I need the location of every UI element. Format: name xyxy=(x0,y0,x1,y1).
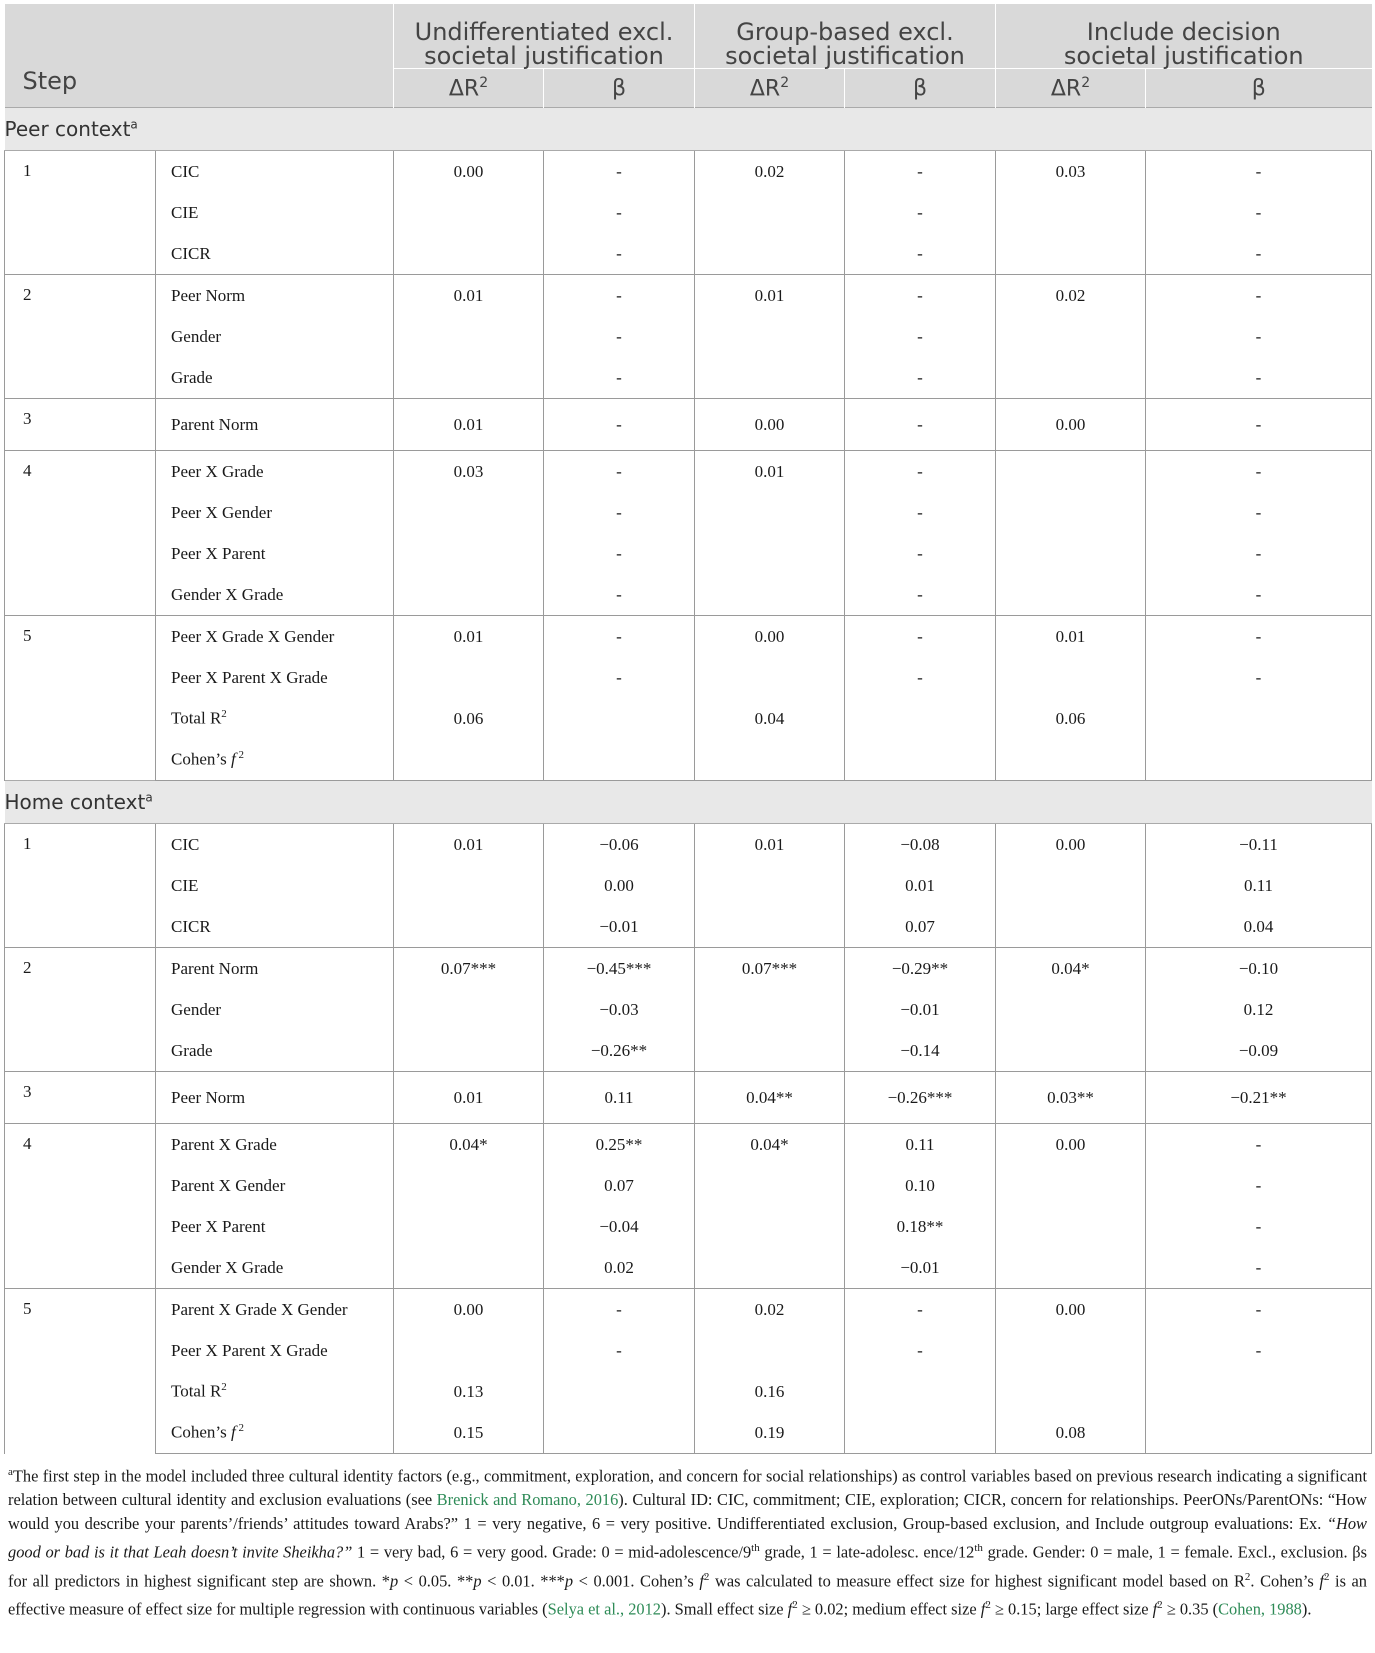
delta-r2-cell: 0.04* xyxy=(394,1124,544,1166)
predictor-label: Gender X Grade xyxy=(156,1247,394,1289)
table-row xyxy=(5,1072,1372,1124)
beta-cell: - xyxy=(845,151,996,193)
delta-r2-cell: 0.01 xyxy=(394,616,544,658)
beta-cell xyxy=(544,698,695,739)
beta-cell: - xyxy=(544,151,695,193)
predictor-label: Peer X Parent X Grade xyxy=(156,657,394,698)
beta-cell: - xyxy=(1146,1330,1372,1371)
beta-cell: - xyxy=(1146,533,1372,574)
delta-r2-cell: 0.00 xyxy=(996,1289,1146,1331)
delta-r2-cell xyxy=(996,906,1146,948)
table-row xyxy=(5,948,1372,990)
group-header-line: Undifferentiated excl. xyxy=(414,18,674,46)
predictor-label: Peer Norm xyxy=(156,275,394,317)
beta-cell xyxy=(544,739,695,781)
delta-r2-cell: 0.04* xyxy=(996,948,1146,990)
delta-r2-cell: 0.04 xyxy=(695,698,845,739)
delta-r2-cell xyxy=(996,533,1146,574)
delta-r2-cell xyxy=(394,192,544,233)
table-row xyxy=(5,192,1372,233)
delta-r2-cell xyxy=(695,865,845,906)
group-header-line: Group-based excl. xyxy=(736,18,954,46)
beta-cell: - xyxy=(1146,275,1372,317)
group-header-line: societal justification xyxy=(725,42,965,70)
step-number: 2 xyxy=(5,948,156,1072)
beta-cell: - xyxy=(1146,492,1372,533)
beta-cell: - xyxy=(544,1289,695,1331)
delta-r2-cell xyxy=(695,739,845,781)
beta-cell: - xyxy=(1146,151,1372,193)
step-column-header: Step xyxy=(22,67,78,95)
delta-r2-cell: 0.08 xyxy=(996,1412,1146,1454)
delta-r2-cell: 0.06 xyxy=(394,698,544,739)
delta-r2-cell: 0.00 xyxy=(996,399,1146,451)
delta-r2-cell: 0.00 xyxy=(695,616,845,658)
beta-cell: - xyxy=(845,399,996,451)
delta-r2-cell: 0.04* xyxy=(695,1124,845,1166)
predictor-label: Peer Norm xyxy=(156,1072,394,1124)
delta-r2-cell: 0.02 xyxy=(695,151,845,193)
table-row xyxy=(5,451,1372,493)
beta-cell: - xyxy=(845,533,996,574)
delta-r2-cell xyxy=(695,1206,845,1247)
delta-r2-cell xyxy=(695,1330,845,1371)
delta-r2-cell xyxy=(996,1330,1146,1371)
beta-cell: - xyxy=(544,399,695,451)
beta-cell: −0.09 xyxy=(1146,1030,1372,1072)
delta-r2-cell xyxy=(394,657,544,698)
beta-cell: - xyxy=(845,275,996,317)
table-row xyxy=(5,357,1372,399)
beta-cell: - xyxy=(1146,616,1372,658)
predictor-label: Grade xyxy=(156,357,394,399)
beta-cell: - xyxy=(845,574,996,616)
beta-cell: - xyxy=(845,1330,996,1371)
beta-cell: - xyxy=(544,233,695,275)
delta-r2-cell xyxy=(996,192,1146,233)
delta-r2-cell: 0.01 xyxy=(394,1072,544,1124)
delta-r2-cell: 0.06 xyxy=(996,698,1146,739)
delta-r2-cell: 0.01 xyxy=(394,275,544,317)
predictor-label: Parent X Gender xyxy=(156,1165,394,1206)
beta-cell: - xyxy=(845,492,996,533)
section-title: Home context$^a$ xyxy=(5,781,1372,824)
beta-cell: - xyxy=(845,192,996,233)
section-row xyxy=(5,781,1372,824)
table-row xyxy=(5,1330,1372,1371)
beta-cell: −0.01 xyxy=(845,989,996,1030)
delta-r2-cell: 0.13 xyxy=(394,1371,544,1412)
beta-cell: - xyxy=(1146,1206,1372,1247)
predictor-label: Total $R^2$ xyxy=(156,698,394,739)
delta-r2-cell xyxy=(695,192,845,233)
delta-r2-cell xyxy=(394,739,544,781)
delta-r2-cell: 0.16 xyxy=(695,1371,845,1412)
table-row xyxy=(5,1165,1372,1206)
table-row xyxy=(5,492,1372,533)
table-row xyxy=(5,989,1372,1030)
table-row xyxy=(5,316,1372,357)
delta-r2-cell: 0.19 xyxy=(695,1412,845,1454)
beta-header: β xyxy=(845,69,996,108)
step-number: 4 xyxy=(5,451,156,616)
beta-cell: −0.29** xyxy=(845,948,996,990)
beta-cell: 0.07 xyxy=(845,906,996,948)
step-number: 3 xyxy=(5,1072,156,1124)
predictor-label: Grade xyxy=(156,1030,394,1072)
beta-cell: - xyxy=(544,616,695,658)
predictor-label: CIC xyxy=(156,824,394,866)
beta-cell xyxy=(1146,698,1372,739)
table-row xyxy=(5,739,1372,781)
delta-r2-cell xyxy=(996,1030,1146,1072)
table-row xyxy=(5,906,1372,948)
beta-cell: −0.26*** xyxy=(845,1072,996,1124)
beta-cell: −0.01 xyxy=(845,1247,996,1289)
beta-cell: −0.03 xyxy=(544,989,695,1030)
beta-cell: 0.00 xyxy=(544,865,695,906)
beta-cell xyxy=(1146,739,1372,781)
delta-r2-cell xyxy=(695,316,845,357)
table-row xyxy=(5,1030,1372,1072)
citation-link[interactable]: Selya et al., 2012 xyxy=(547,1599,661,1619)
delta-r2-cell xyxy=(996,1206,1146,1247)
table-body xyxy=(5,108,1372,1454)
beta-cell: - xyxy=(544,492,695,533)
group-header-include xyxy=(996,4,1372,69)
predictor-label: Peer X Parent xyxy=(156,1206,394,1247)
group-header-line: Include decision xyxy=(1086,18,1281,46)
beta-cell: - xyxy=(1146,1289,1372,1331)
delta-r2-cell xyxy=(695,1030,845,1072)
predictor-label: Parent Norm xyxy=(156,399,394,451)
beta-cell: - xyxy=(845,357,996,399)
delta-r2-cell xyxy=(695,657,845,698)
group-header-line: societal justification xyxy=(424,42,664,70)
table-row xyxy=(5,657,1372,698)
delta-r2-cell xyxy=(695,989,845,1030)
regression-table-figure xyxy=(4,4,1371,1622)
delta-r2-cell xyxy=(996,492,1146,533)
delta-r2-cell: 0.03** xyxy=(996,1072,1146,1124)
delta-r2-cell: 0.01 xyxy=(695,451,845,493)
table-row xyxy=(5,233,1372,275)
step-number: 2 xyxy=(5,275,156,399)
delta-r2-cell: 0.00 xyxy=(996,824,1146,866)
delta-r2-cell: 0.00 xyxy=(695,399,845,451)
section-row xyxy=(5,108,1372,151)
predictor-label: Parent X Grade X Gender xyxy=(156,1289,394,1331)
delta-r2-header: $\Delta R^2$ xyxy=(394,69,544,108)
table-row xyxy=(5,275,1372,317)
step-number: 5 xyxy=(5,616,156,781)
delta-r2-cell xyxy=(394,1206,544,1247)
beta-header: β xyxy=(544,69,695,108)
delta-r2-cell xyxy=(996,739,1146,781)
table-row xyxy=(5,1371,1372,1412)
table-row xyxy=(5,698,1372,739)
beta-cell: - xyxy=(845,657,996,698)
predictor-label: Cohen’s f $^2$ xyxy=(156,739,394,781)
delta-r2-cell: 0.00 xyxy=(394,1289,544,1331)
beta-cell: −0.06 xyxy=(544,824,695,866)
delta-r2-cell xyxy=(394,1030,544,1072)
beta-cell: - xyxy=(544,657,695,698)
beta-cell: - xyxy=(544,275,695,317)
citation-link[interactable]: Cohen, 1988 xyxy=(1218,1599,1302,1619)
delta-r2-cell: 0.02 xyxy=(695,1289,845,1331)
table-row xyxy=(5,399,1372,451)
beta-cell: - xyxy=(845,616,996,658)
step-number: 4 xyxy=(5,1124,156,1289)
delta-r2-cell xyxy=(394,906,544,948)
delta-r2-cell xyxy=(996,989,1146,1030)
beta-cell: 0.12 xyxy=(1146,989,1372,1030)
delta-r2-cell: 0.04** xyxy=(695,1072,845,1124)
delta-r2-cell: 0.00 xyxy=(394,151,544,193)
beta-cell xyxy=(544,1412,695,1454)
delta-r2-cell: 0.00 xyxy=(996,1124,1146,1166)
beta-cell: - xyxy=(1146,657,1372,698)
predictor-label: Gender xyxy=(156,316,394,357)
delta-r2-cell xyxy=(394,357,544,399)
delta-r2-cell xyxy=(394,1330,544,1371)
group-header-line: societal justification xyxy=(1063,42,1304,70)
delta-r2-header: $\Delta R^2$ xyxy=(996,69,1146,108)
beta-cell: −0.21** xyxy=(1146,1072,1372,1124)
predictor-label: Peer X Grade X Gender xyxy=(156,616,394,658)
delta-r2-cell xyxy=(996,316,1146,357)
beta-cell: - xyxy=(544,192,695,233)
beta-cell xyxy=(845,1412,996,1454)
delta-r2-cell: 0.03 xyxy=(394,451,544,493)
beta-cell: 0.11 xyxy=(1146,865,1372,906)
beta-cell: - xyxy=(845,1289,996,1331)
beta-cell xyxy=(1146,1412,1372,1454)
delta-r2-cell xyxy=(394,574,544,616)
delta-r2-cell xyxy=(996,1165,1146,1206)
delta-r2-cell xyxy=(996,1371,1146,1412)
step-number: 3 xyxy=(5,399,156,451)
table-row xyxy=(5,616,1372,658)
beta-cell: - xyxy=(1146,192,1372,233)
delta-r2-cell xyxy=(695,1165,845,1206)
beta-cell: - xyxy=(1146,1247,1372,1289)
beta-header: β xyxy=(1146,69,1372,108)
beta-cell: - xyxy=(845,233,996,275)
delta-r2-cell xyxy=(394,316,544,357)
predictor-label: Cohen’s f $^2$ xyxy=(156,1412,394,1454)
beta-cell: −0.04 xyxy=(544,1206,695,1247)
delta-r2-cell xyxy=(695,906,845,948)
beta-cell: 0.11 xyxy=(544,1072,695,1124)
predictor-label: CIE xyxy=(156,192,394,233)
delta-r2-cell: 0.02 xyxy=(996,275,1146,317)
beta-cell: −0.08 xyxy=(845,824,996,866)
step-number: 5 xyxy=(5,1289,156,1454)
beta-cell: 0.04 xyxy=(1146,906,1372,948)
beta-cell: −0.26** xyxy=(544,1030,695,1072)
delta-r2-cell xyxy=(695,533,845,574)
delta-r2-cell xyxy=(695,574,845,616)
beta-cell xyxy=(845,1371,996,1412)
delta-r2-cell xyxy=(394,1247,544,1289)
table-row xyxy=(5,1247,1372,1289)
predictor-label: Peer X Gender xyxy=(156,492,394,533)
beta-cell: - xyxy=(1146,1165,1372,1206)
beta-cell: 0.01 xyxy=(845,865,996,906)
delta-r2-cell: 0.01 xyxy=(394,824,544,866)
delta-r2-cell: 0.15 xyxy=(394,1412,544,1454)
delta-r2-cell: 0.07*** xyxy=(695,948,845,990)
beta-cell: −0.01 xyxy=(544,906,695,948)
delta-r2-cell xyxy=(394,865,544,906)
beta-cell: - xyxy=(1146,233,1372,275)
beta-cell xyxy=(1146,1371,1372,1412)
predictor-label: CIC xyxy=(156,151,394,193)
step-number: 1 xyxy=(5,151,156,275)
beta-cell: - xyxy=(1146,1124,1372,1166)
predictor-label: Peer X Parent xyxy=(156,533,394,574)
predictor-label: CICR xyxy=(156,906,394,948)
beta-cell: - xyxy=(1146,357,1372,399)
delta-r2-cell xyxy=(695,492,845,533)
table-row xyxy=(5,1124,1372,1166)
citation-link[interactable]: Brenick and Romano, 2016 xyxy=(436,1490,619,1510)
delta-r2-cell: 0.01 xyxy=(695,275,845,317)
delta-r2-cell: 0.01 xyxy=(394,399,544,451)
step-number: 1 xyxy=(5,824,156,948)
delta-r2-cell xyxy=(996,451,1146,493)
beta-cell: 0.02 xyxy=(544,1247,695,1289)
predictor-label: Gender xyxy=(156,989,394,1030)
table-header xyxy=(5,4,1372,108)
group-header-group-based xyxy=(695,4,996,69)
beta-cell: −0.10 xyxy=(1146,948,1372,990)
predictor-label: Peer X Parent X Grade xyxy=(156,1330,394,1371)
delta-r2-cell xyxy=(394,233,544,275)
delta-r2-cell xyxy=(996,1247,1146,1289)
beta-cell: −0.14 xyxy=(845,1030,996,1072)
table-row xyxy=(5,533,1372,574)
regression-table xyxy=(4,4,1372,1454)
beta-cell: - xyxy=(845,451,996,493)
table-row xyxy=(5,574,1372,616)
beta-cell: - xyxy=(544,316,695,357)
delta-r2-cell xyxy=(695,357,845,399)
beta-cell: - xyxy=(544,451,695,493)
group-header-undifferentiated xyxy=(394,4,695,69)
delta-r2-cell xyxy=(996,657,1146,698)
predictor-label: Gender X Grade xyxy=(156,574,394,616)
beta-cell: 0.25** xyxy=(544,1124,695,1166)
delta-r2-cell: 0.07*** xyxy=(394,948,544,990)
delta-r2-cell: 0.01 xyxy=(695,824,845,866)
beta-cell xyxy=(845,739,996,781)
beta-cell: - xyxy=(544,1330,695,1371)
beta-cell: - xyxy=(1146,316,1372,357)
delta-r2-header: $\Delta R^2$ xyxy=(695,69,845,108)
delta-r2-cell xyxy=(996,233,1146,275)
delta-r2-cell xyxy=(394,1165,544,1206)
table-row xyxy=(5,151,1372,193)
beta-cell xyxy=(544,1371,695,1412)
beta-cell: −0.45*** xyxy=(544,948,695,990)
delta-r2-cell xyxy=(695,1247,845,1289)
beta-cell: - xyxy=(544,533,695,574)
beta-cell: 0.10 xyxy=(845,1165,996,1206)
beta-cell: - xyxy=(544,357,695,399)
table-row xyxy=(5,1289,1372,1331)
delta-r2-cell: 0.03 xyxy=(996,151,1146,193)
beta-cell: −0.11 xyxy=(1146,824,1372,866)
beta-cell: 0.07 xyxy=(544,1165,695,1206)
beta-cell: - xyxy=(845,316,996,357)
table-row xyxy=(5,1206,1372,1247)
delta-r2-cell xyxy=(996,865,1146,906)
predictor-label: Parent X Grade xyxy=(156,1124,394,1166)
delta-r2-cell xyxy=(394,533,544,574)
table-row xyxy=(5,865,1372,906)
predictor-label: Parent Norm xyxy=(156,948,394,990)
beta-cell: - xyxy=(1146,451,1372,493)
predictor-label: CICR xyxy=(156,233,394,275)
delta-r2-cell: 0.01 xyxy=(996,616,1146,658)
beta-cell xyxy=(845,698,996,739)
beta-cell: - xyxy=(1146,574,1372,616)
section-title: Peer context$^a$ xyxy=(5,108,1372,151)
delta-r2-cell xyxy=(394,492,544,533)
beta-cell: - xyxy=(1146,399,1372,451)
delta-r2-cell xyxy=(695,233,845,275)
beta-cell: 0.11 xyxy=(845,1124,996,1166)
predictor-label: CIE xyxy=(156,865,394,906)
beta-cell: - xyxy=(544,574,695,616)
table-footnote: $^a$The first step in the model included three cultural identity factors (e.g., commitment, exploration, and concern for social relationships) as control variables based on previous research indicating a significant relation between cultural identity and exclusion evaluations (see Brenick and Romano, 2016). Cultural ID: CIC, commitment; CIE, exploration; CICR, concern for relationships. PeerONs/ParentONs: “How would you describe your parents’/friends’ attitudes toward Arabs?” 1 = very negative, 6 = very positive. Undifferentiated exclusion, Group-based exclusion, and Include outgroup evaluations: Ex. “How good or bad is it that Leah doesn’t invite Sheikha?” 1 = very bad, 6 = very good. Grade: 0 = mid-adolescence/9th grade, 1 = late-adolesc. ence/12th grade. Gender: 0 = male, 1 = female. Excl., exclusion. βs for all predictors in highest significant step are shown. *p < 0.05. **p < 0.01. ***p < 0.001. Cohen’s $f^2$ was calculated to measure effect size for highest significant model based on $R^2$. Cohen’s $f^2$ is an effective measure of effect size for multiple regression with continuous variables (Selya et al., 2012). Small effect size $f^2 \ge 0.02$; medium effect size $f^2 \ge 0.15$; large effect size $f^2 \ge 0.35$ (Cohen, 1988). xyxy=(8,1466,1367,1619)
table-row xyxy=(5,824,1372,866)
delta-r2-cell xyxy=(996,357,1146,399)
delta-r2-cell xyxy=(996,574,1146,616)
beta-cell: 0.18** xyxy=(845,1206,996,1247)
predictor-label: Peer X Grade xyxy=(156,451,394,493)
table-row xyxy=(5,1412,1372,1454)
delta-r2-cell xyxy=(394,989,544,1030)
predictor-label: Total $R^2$ xyxy=(156,1371,394,1412)
